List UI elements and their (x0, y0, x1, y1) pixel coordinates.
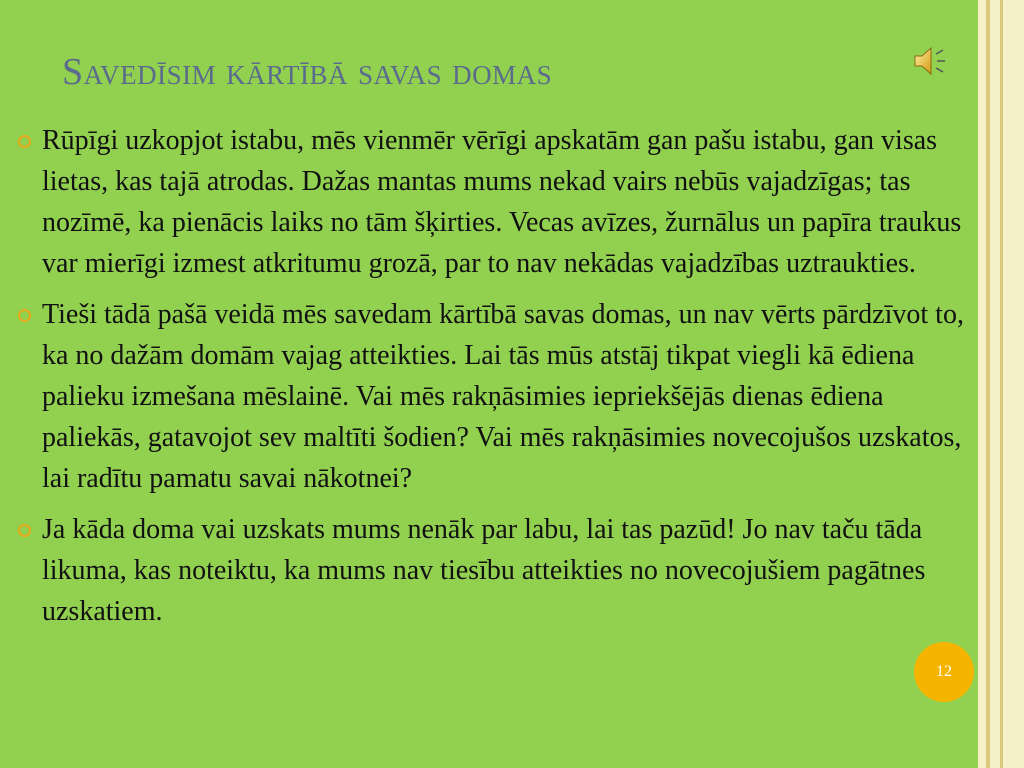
bullet-item (18, 120, 980, 284)
bullet-text: Tieši tādā pašā veidā mēs savedam kārtībā savas domas, un nav vērts pārdzīvot to, ka no dažām domām vajag atteikties. Lai tās mūs atstāj tikpat viegli kā ēdiena palieku izmešana mēslainē. Vai mēs rakņāsimies iepriekšējās dienas ēdiena paliekās, gatavojot sev maltīti šodien? Vai mēs rakņāsimies novecojušos uzskatos, lai radītu pamatu savai nākotnei? (42, 299, 964, 494)
slide-title: Savedīsim kārtībā savas domas (62, 51, 553, 93)
bullet-marker-icon (18, 135, 31, 148)
decorative-stripe (990, 0, 1000, 768)
bullet-marker-icon (18, 309, 31, 322)
bullet-list (18, 120, 980, 632)
decorative-stripe (1003, 0, 1024, 768)
bullet-item (18, 294, 980, 499)
bullet-marker-icon (18, 524, 31, 537)
slide-content (18, 120, 980, 768)
bullet-item (18, 509, 980, 632)
page-number-badge: 12 (914, 642, 974, 702)
speaker-icon[interactable] (912, 44, 948, 78)
bullet-text: Rūpīgi uzkopjot istabu, mēs vienmēr vērīgi apskatām gan pašu istabu, gan visas lietas, kas tajā atrodas. Dažas mantas mums nekad vairs nebūs vajadzīgas; tas nozīmē, ka pienācis laiks no tām šķirties. Vecas avīzes, žurnālus un papīra traukus var mierīgi izmest atkritumu grozā, par to nav nekādas vajadzības uztraukties. (42, 125, 962, 279)
bullet-text: Ja kāda doma vai uzskats mums nenāk par labu, lai tas pazūd! Jo nav taču tāda likuma, kas noteiktu, ka mums nav tiesību atteikties no novecojušiem pagātnes uzskatiem. (42, 514, 926, 627)
